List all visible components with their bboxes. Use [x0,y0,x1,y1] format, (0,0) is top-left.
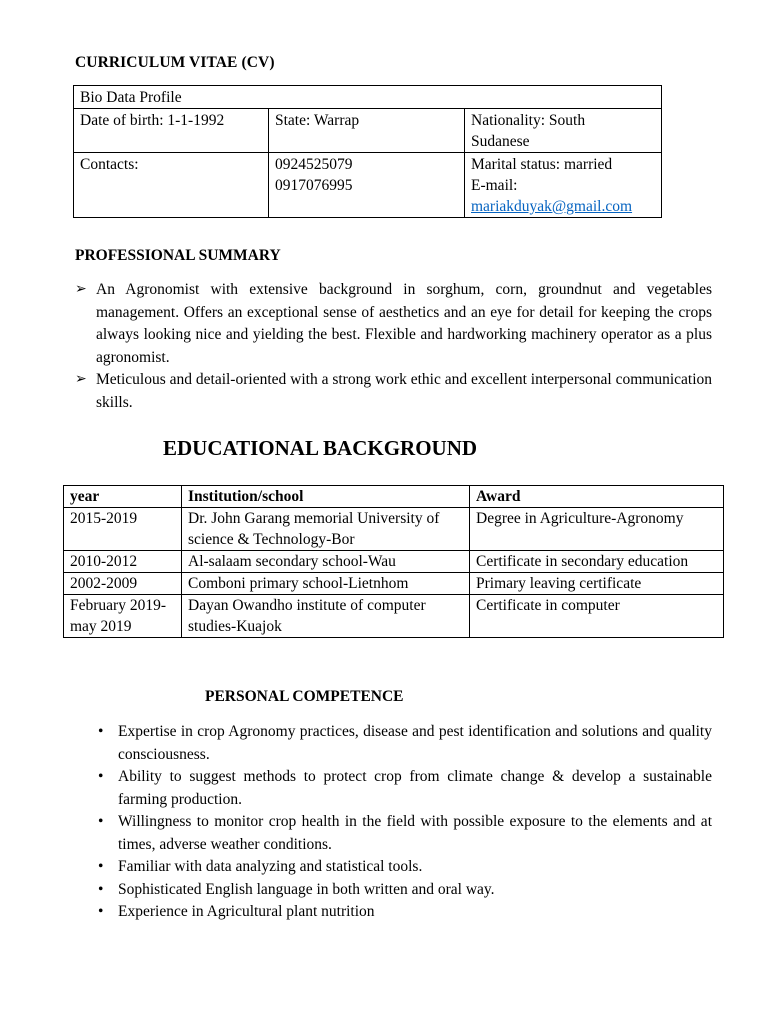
competence-heading: PERSONAL COMPETENCE [205,688,404,705]
list-item: • Willingness to monitor crop health in the field with possible exposure to the elements and at times, adverse weather conditions. [98,813,712,853]
arrow-bullet-icon: ➢ [75,282,87,297]
edu-institution: Comboni primary school-Lietnhom [182,573,470,595]
bullet-icon: • [98,880,104,898]
bio-marital-email [465,153,662,218]
bullet-icon: • [98,903,104,920]
table-row [64,573,724,595]
bio-contacts-label: Contacts: [74,153,269,218]
list-item: • Sophisticated English language in both written and oral way. [96,879,712,902]
edu-header-year: year [64,486,182,508]
edu-institution: Dr. John Garang memorial University of science & Technology-Bor [182,508,470,551]
phone-2: 0917076995 [275,177,353,194]
education-table [63,485,724,638]
email-label: E-mail: [471,177,518,194]
bio-nationality [465,109,662,153]
education-heading: EDUCATIONAL BACKGROUND [163,436,478,460]
edu-institution: Al-salaam secondary school-Wau [182,551,470,573]
table-row [64,551,724,573]
edu-award: Certificate in secondary education [470,551,724,573]
phone-1: 0924525079 [275,156,353,173]
list-item: • Expertise in crop Agronomy practices, disease and pest identification and solutions and quality consciousness. [98,723,712,763]
edu-award: Primary leaving certificate [470,573,724,595]
nationality-line2: Sudanese [471,133,530,150]
edu-award: Certificate in computer [470,595,724,638]
bullet-icon: • [98,813,104,830]
summary-list [75,279,712,414]
nationality-line1: Nationality: South [471,112,586,129]
edu-year: 2010-2012 [64,551,182,573]
list-item: • Ability to suggest methods to protect crop from climate change & develop a sustainable farming production. [98,768,712,808]
summary-item: ➢ An Agronomist with extensive background in sorghum, corn, groundnut and vegetables management. Offers an exceptional sense of aesthetics and an eye for detail for keeping the crops always looking nice and yielding the best. Flexible and hardworking machinery operator as a plus agronomist. [75,281,712,366]
competence-list [96,721,712,924]
bio-data-table [73,85,662,218]
bullet-icon: • [98,768,104,785]
edu-year: February 2019-may 2019 [64,595,182,638]
bio-phones [269,153,465,218]
bio-state: State: Warrap [269,109,465,153]
edu-header-award: Award [470,486,724,508]
marital-status: Marital status: married [471,156,613,173]
list-item: • Experience in Agricultural plant nutrition [96,901,712,924]
email-link[interactable]: mariakduyak@gmail.com [471,198,633,215]
list-item: • Familiar with data analyzing and statistical tools. [96,856,712,879]
table-row [64,508,724,551]
edu-header-institution: Institution/school [182,486,470,508]
edu-year: 2015-2019 [64,508,182,551]
edu-year: 2002-2009 [64,573,182,595]
edu-institution: Dayan Owandho institute of computer studies-Kuajok [182,595,470,638]
arrow-bullet-icon: ➢ [75,372,87,387]
summary-heading: PROFESSIONAL SUMMARY [75,247,281,264]
education-header-row [64,486,724,508]
table-row [64,595,724,638]
bio-dob: Date of birth: 1-1-1992 [74,109,269,153]
bio-header: Bio Data Profile [74,86,662,109]
summary-item: ➢ Meticulous and detail-oriented with a strong work ethic and excellent interpersonal communication skills. [75,371,712,411]
bullet-icon: • [98,723,104,740]
bullet-icon: • [98,858,104,875]
document-title: CURRICULUM VITAE (CV) [75,54,275,71]
edu-award: Degree in Agriculture-Agronomy [470,508,724,551]
